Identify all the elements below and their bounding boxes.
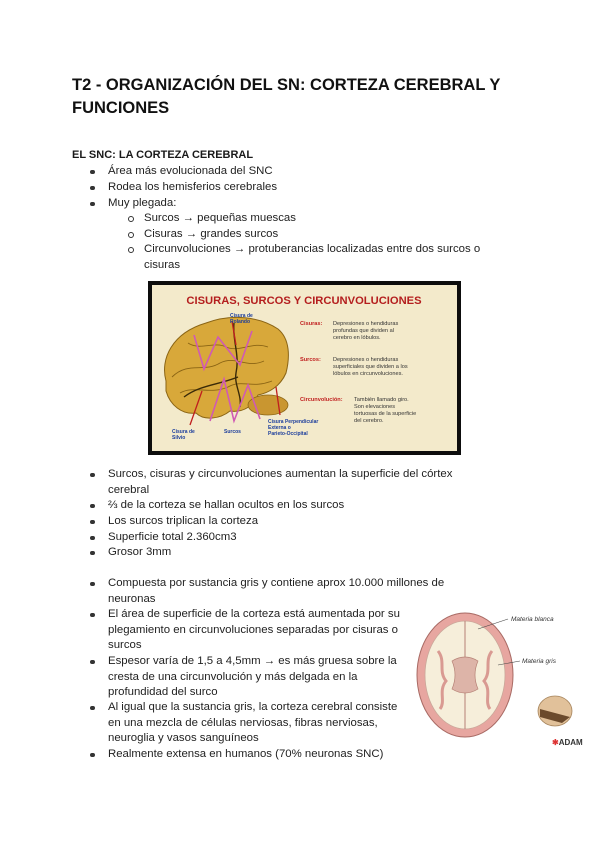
cerebellum bbox=[248, 395, 288, 415]
list-item: Superficie total 2.360cm3 bbox=[108, 530, 237, 546]
label-cisura-perpendicular: Cisura Perpendicular Externa o Parieto-Occipital bbox=[268, 419, 319, 437]
sub-list-item: Cisuras → grandes surcos bbox=[144, 227, 278, 243]
ventricles bbox=[452, 657, 478, 693]
label-cisura-silvio: Cisura de Silvio bbox=[172, 429, 195, 441]
label-materia-gris: Materia gris bbox=[522, 658, 556, 665]
page-title: T2 - ORGANIZACIÓN DEL SN: CORTEZA CEREBRAL Y FUNCIONES bbox=[72, 76, 501, 117]
definition-cisuras: Cisuras: Depresiones o hendiduras profundas que dividen al cerebro en lóbulos. bbox=[300, 321, 399, 341]
list-item: Realmente extensa en humanos (70% neuronas SNC) bbox=[108, 747, 383, 763]
brain-fissures-figure bbox=[148, 281, 461, 455]
list-item: Muy plegada: bbox=[108, 196, 176, 212]
sub-list-item: Surcos → pequeñas muescas bbox=[144, 211, 296, 227]
list-item: Grosor 3mm bbox=[108, 545, 171, 561]
label-materia-blanca: Materia blanca bbox=[511, 616, 554, 623]
definition-circunvolucion: Circunvolución: También llamado giro. Son elevaciones tortuosas de la superficie del cerebro. bbox=[300, 397, 417, 424]
brain-slide-svg bbox=[148, 281, 461, 455]
sub-list-item: Circunvoluciones → protuberancias localizadas entre dos surcos o cisuras bbox=[144, 242, 516, 273]
list-item: Los surcos triplican la corteza bbox=[108, 514, 258, 530]
list-item: Al igual que la sustancia gris, la corteza cerebral consiste en una mezcla de células nerviosas, fibras nerviosas, neuroglia y vasos sanguíneos bbox=[108, 700, 403, 747]
label-surcos: Surcos bbox=[224, 429, 241, 435]
list-item: Compuesta por sustancia gris y contiene aprox 10.000 millones de neuronas bbox=[108, 576, 488, 607]
slide-heading: CISURAS, SURCOS Y CIRCUNVOLUCIONES bbox=[186, 295, 422, 307]
list-item: El área de superficie de la corteza está aumentada por su plegamiento en circunvoluciones separadas por cisuras o surcos bbox=[108, 607, 400, 654]
definition-surcos: Surcos: Depresiones o hendiduras superficiales que dividen a los lóbulos en circunvoluciones. bbox=[300, 357, 408, 377]
brain-cross-section-figure bbox=[412, 605, 587, 755]
list-item: Surcos, cisuras y circunvoluciones aumentan la superficie del córtex cerebral bbox=[108, 467, 488, 498]
label-cisura-rolando: Cisura de Rolando bbox=[230, 313, 253, 325]
list-item: Rodea los hemisferios cerebrales bbox=[108, 180, 277, 196]
section-heading: EL SNC: LA CORTEZA CEREBRAL bbox=[72, 149, 254, 161]
list-item: ⅔ de la corteza se hallan ocultos en los surcos bbox=[108, 498, 344, 514]
cross-section-svg bbox=[412, 605, 587, 755]
adam-logo: ✱ADAM bbox=[552, 738, 583, 747]
list-item: Área más evolucionada del SNC bbox=[108, 164, 273, 180]
list-item: Espesor varía de 1,5 a 4,5mm → es más gruesa sobre la cresta de una circunvolución y más delgada en la profundidad del surco bbox=[108, 654, 408, 701]
